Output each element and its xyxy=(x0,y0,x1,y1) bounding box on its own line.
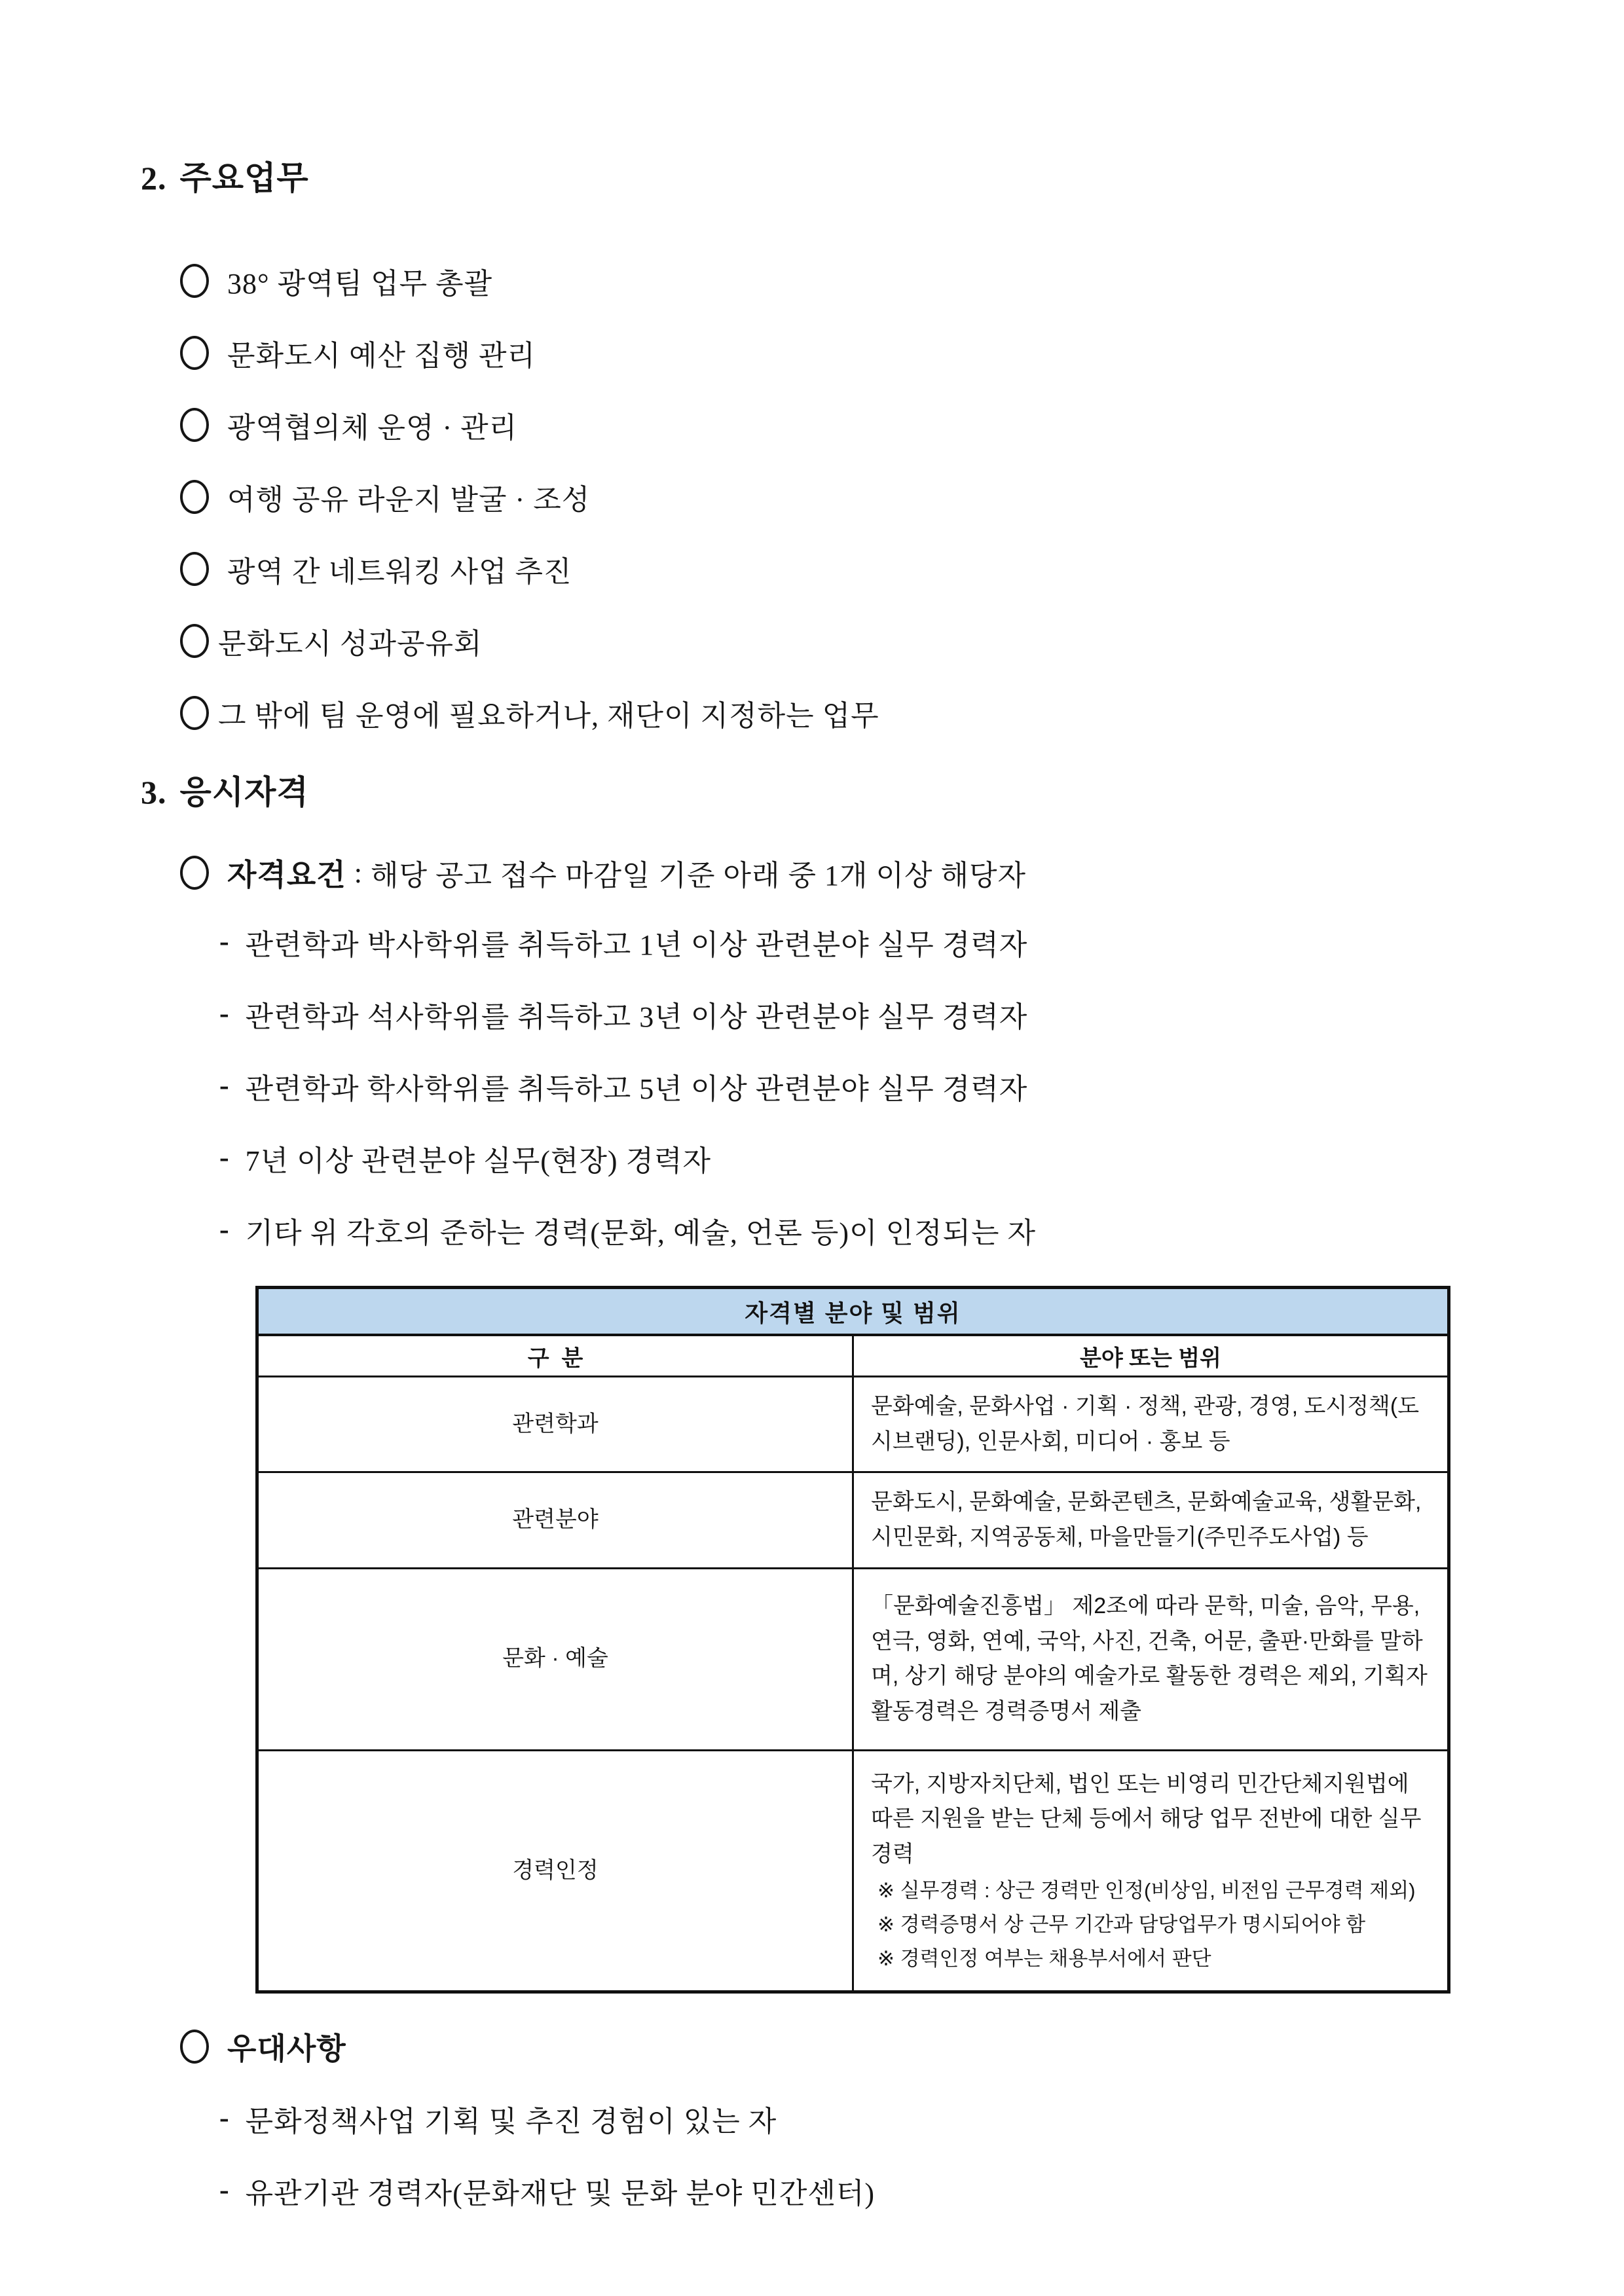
criterion-text: 관련학과 학사학위를 취득하고 5년 이상 관련분야 실무 경력자 xyxy=(245,1073,1028,1105)
dash-icon: - xyxy=(219,1068,230,1101)
criterion-item xyxy=(219,996,1519,1033)
qualification-table xyxy=(255,1286,1450,1994)
dash-icon: - xyxy=(219,996,230,1029)
row-content xyxy=(853,1750,1449,1992)
duty-text: 광역 간 네트워킹 사업 추진 xyxy=(227,556,572,588)
criterion-text: 관련학과 박사학위를 취득하고 1년 이상 관련분야 실무 경력자 xyxy=(245,929,1028,961)
row-label: 관련학과 xyxy=(257,1377,853,1472)
circle-bullet-icon xyxy=(180,408,209,442)
preference-label: 우대사항 xyxy=(227,2032,346,2066)
requirement-label: 자격요건 xyxy=(227,858,346,892)
row-note: ※ 실무경력 : 상근 경력만 인정(비상임, 비전임 근무경력 제외) xyxy=(877,1878,1416,1902)
duty-text: 문화도시 성과공유회 xyxy=(218,628,483,660)
duty-text: 광역협의체 운영 · 관리 xyxy=(227,412,518,444)
circle-bullet-icon xyxy=(180,552,209,586)
circle-bullet-icon xyxy=(180,696,209,730)
section-duties-heading xyxy=(141,152,1519,199)
duty-item xyxy=(180,334,1519,372)
circle-bullet-icon xyxy=(180,264,209,298)
requirement-text: 해당 공고 접수 마감일 기준 아래 중 1개 이상 해당자 xyxy=(370,860,1027,892)
duty-item xyxy=(180,262,1519,300)
circle-bullet-icon xyxy=(180,624,209,658)
criterion-item xyxy=(219,1214,1519,1247)
column-header-scope: 분야 또는 범위 xyxy=(853,1335,1449,1377)
row-label: 경력인정 xyxy=(257,1750,853,1992)
section-number: 2. xyxy=(141,160,167,196)
row-note: ※ 경력인정 여부는 채용부서에서 판단 xyxy=(877,1947,1211,1970)
duty-text: 문화도시 예산 집행 관리 xyxy=(227,340,536,372)
dash-icon: - xyxy=(219,1140,230,1173)
row-content: 문화예술, 문화사업 · 기획 · 정책, 관광, 경영, 도시정책(도시브랜딩), 인문사회, 미디어 · 홍보 등 xyxy=(853,1377,1449,1472)
preference-heading xyxy=(180,2028,1519,2066)
table-row xyxy=(257,1750,1449,1992)
duty-text: 여행 공유 라운지 발굴 · 조성 xyxy=(227,484,591,516)
section-title: 응시자격 xyxy=(179,774,309,811)
dash-icon: - xyxy=(219,924,230,957)
dash-icon: - xyxy=(219,2101,230,2134)
duty-item xyxy=(180,406,1519,444)
duty-item xyxy=(180,550,1519,588)
dash-icon: - xyxy=(219,2173,230,2206)
circle-bullet-icon xyxy=(180,480,209,514)
requirement-separator: : xyxy=(346,856,371,889)
table-row xyxy=(257,1377,1449,1472)
row-note: ※ 경력증명서 상 근무 기간과 담당업무가 명시되어야 함 xyxy=(877,1912,1366,1936)
row-content: 「문화예술진흥법」 제2조에 따라 문학, 미술, 음악, 무용, 연극, 영화, 연예, 국악, 사진, 건축, 어문, 출판·만화를 말하며, 상기 해당 분야의 예술가로 활동한 경력은 제외, 기획자 활동경력은 경력증명서 제출 xyxy=(853,1568,1449,1750)
criterion-item xyxy=(219,1142,1519,1175)
preference-text: 유관기관 경력자(문화재단 및 문화 분야 민간센터) xyxy=(245,2178,876,2210)
criterion-text: 7년 이상 관련분야 실무(현장) 경력자 xyxy=(245,1145,712,1177)
circle-bullet-icon xyxy=(180,2030,209,2064)
row-content: 문화도시, 문화예술, 문화콘텐츠, 문화예술교육, 생활문화, 시민문화, 지역공동체, 마을만들기(주민주도사업) 등 xyxy=(853,1472,1449,1568)
circle-bullet-icon xyxy=(180,336,209,370)
duty-item xyxy=(180,478,1519,516)
duty-item xyxy=(180,622,1519,660)
column-header-category: 구 분 xyxy=(257,1335,853,1377)
dash-icon: - xyxy=(219,1212,230,1245)
section-eligibility-heading xyxy=(141,766,1519,813)
criterion-text: 기타 위 각호의 준하는 경력(문화, 예술, 언론 등)이 인정되는 자 xyxy=(245,1217,1037,1249)
preference-item xyxy=(219,2101,1519,2138)
circle-bullet-icon xyxy=(180,856,209,890)
criterion-item xyxy=(219,924,1519,961)
duty-text: 그 밖에 팀 운영에 필요하거나, 재단이 지정하는 업무 xyxy=(218,700,879,732)
criterion-item xyxy=(219,1068,1519,1105)
section-title: 주요업무 xyxy=(179,160,309,196)
row-content-text: 국가, 지방자치단체, 법인 또는 비영리 민간단체지원법에 따른 지원을 받는 단체 등에서 해당 업무 전반에 대한 실무경력 xyxy=(871,1771,1422,1867)
table-row xyxy=(257,1472,1449,1568)
duty-text: 38° 광역팀 업무 총괄 xyxy=(227,268,493,300)
duty-item xyxy=(180,694,1519,732)
table-title: 자격별 분야 및 범위 xyxy=(257,1288,1449,1336)
row-label: 관련분야 xyxy=(257,1472,853,1568)
requirement-line xyxy=(180,854,1519,892)
preference-text: 문화정책사업 기획 및 추진 경험이 있는 자 xyxy=(245,2105,777,2138)
section-number: 3. xyxy=(141,774,167,811)
table-title-row xyxy=(257,1288,1449,1336)
table-row xyxy=(257,1568,1449,1750)
preference-item xyxy=(219,2173,1519,2210)
criterion-text: 관련학과 석사학위를 취득하고 3년 이상 관련분야 실무 경력자 xyxy=(245,1001,1028,1033)
table-header-row xyxy=(257,1335,1449,1377)
row-label: 문화 · 예술 xyxy=(257,1568,853,1750)
